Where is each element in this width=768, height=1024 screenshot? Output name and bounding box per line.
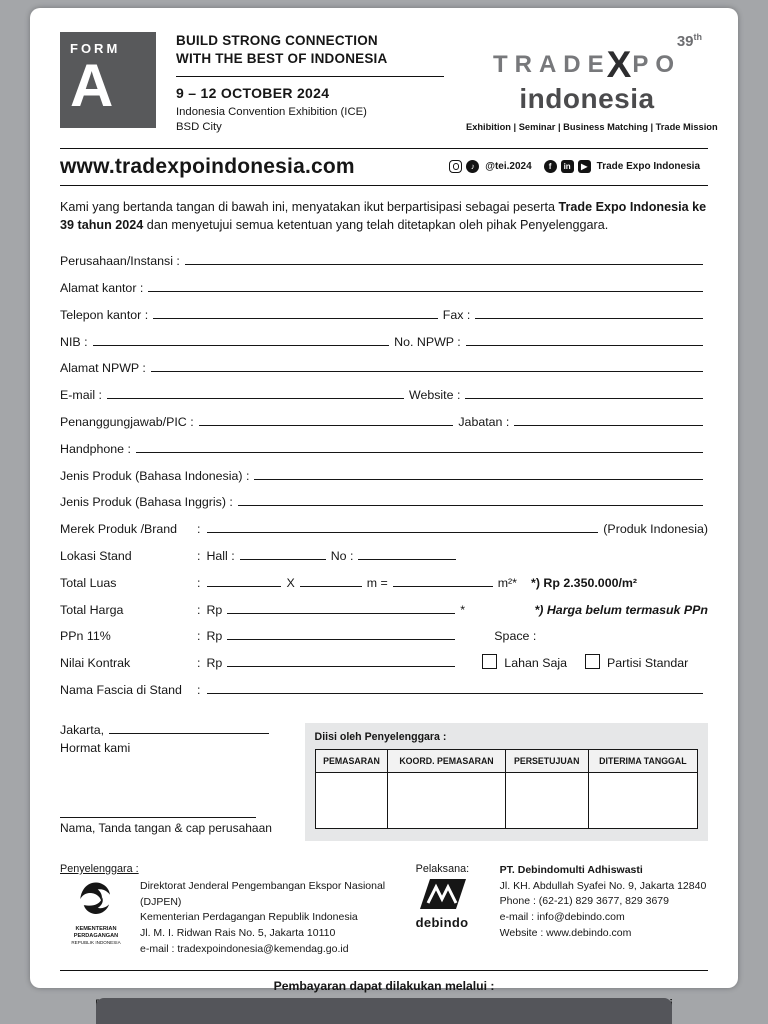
blank-line (238, 505, 703, 506)
payment-title: Pembayaran dapat dilakukan melalui : (273, 978, 495, 993)
edition-number: 39th (676, 32, 702, 50)
field-label: Penanggungjawab/PIC : (60, 414, 194, 429)
field-label: Alamat kantor : (60, 280, 144, 295)
tradexpo-logo (466, 44, 708, 86)
field-label: Fax : (442, 307, 471, 322)
blank-line (358, 559, 456, 560)
intro-paragraph: Kami yang bertanda tangan di bawah ini, menyatakan ikut berpartisipasi sebagai peserta Trade Expo Indonesia ke 39 tahun 2024 dan menyetujui semua ketentuan yang telah ditetapkan oleh pihak Penyelenggara. (60, 199, 707, 233)
field-label: PPn 11% (60, 629, 111, 644)
row-lokasi-stand: Lokasi Stand : Hall : No : (60, 536, 708, 563)
logo-indonesia: indonesia (519, 83, 655, 114)
tiktok-icon: ♪ (466, 160, 479, 173)
column-header: PERSETUJUAN (505, 749, 588, 772)
blank-line (227, 666, 455, 667)
row-ppn: PPn 11% : Rp Space : (60, 629, 537, 644)
form-badge-letter: A (70, 52, 114, 119)
blank-line (93, 345, 390, 346)
instagram-icon (449, 160, 462, 173)
asterisk: * (460, 602, 466, 617)
debindo-wordmark: debindo (415, 914, 469, 930)
checkbox-label: Lahan Saja (504, 656, 567, 671)
tagline-divider (176, 76, 444, 77)
blank-line (136, 452, 703, 453)
form-fields (60, 241, 708, 697)
row-nib-npwp (60, 322, 708, 349)
row-telepon-fax (60, 295, 708, 322)
debindo-logo-icon (416, 879, 466, 909)
blank-line (148, 291, 703, 292)
form-page (30, 8, 738, 993)
event-date: 9 – 12 OCTOBER 2024 (176, 85, 330, 102)
executor-details (500, 863, 707, 942)
blank-line (207, 532, 598, 533)
blank-line (227, 639, 455, 640)
bottom-section (60, 723, 708, 841)
field-label: Lokasi Stand (60, 548, 132, 563)
row-perusahaan (60, 241, 708, 268)
empty-cell (388, 772, 505, 828)
blank-line (393, 586, 493, 587)
field-label: NIB : (60, 334, 88, 349)
organizer-line: Jl. M. I. Ridwan Rais No. 5, Jakarta 10110 (140, 927, 336, 940)
blank-line (185, 264, 703, 265)
blank-line (151, 371, 703, 372)
empty-cell (588, 772, 697, 828)
organizer-block (60, 863, 416, 958)
organizer-line: e-mail : tradexpoindonesia@kemendag.go.id (140, 942, 349, 955)
row-jenis-produk-id (60, 456, 708, 483)
row-merek-produk: Merek Produk /Brand : (Produk Indonesia) (60, 522, 708, 537)
form-badge-word: FORM (70, 41, 121, 56)
website-url: www.tradexpoindonesia.com (60, 154, 355, 178)
row-total-harga: Total Harga : Rp * *) Harga belum termasuk PPn (60, 602, 708, 617)
checkbox-label: Partisi Standar (607, 656, 689, 671)
blank-line (514, 425, 703, 426)
blank-line (153, 318, 438, 319)
field-label: Handphone : (60, 441, 131, 456)
blank-line (207, 693, 703, 694)
space-label: Space : (494, 629, 537, 644)
row-pic-jabatan (60, 402, 708, 429)
website-bar-rule (60, 185, 708, 186)
date-row (60, 723, 274, 737)
organizer-executor-section (60, 863, 708, 958)
facebook-icon: f (544, 160, 557, 173)
field-label: Alamat NPWP : (60, 361, 146, 376)
column-header: KOORD. PEMASARAN (388, 749, 505, 772)
blank-line (107, 398, 404, 399)
row-fascia: Nama Fascia di Stand : (60, 670, 708, 697)
executor-block (416, 863, 708, 942)
row-jenis-produk-en (60, 483, 708, 510)
sqm-label: m²* (497, 575, 517, 590)
field-label: Merek Produk /Brand (60, 522, 178, 537)
kemendag-caption: KEMENTERIAN (75, 925, 117, 932)
field-label: No : (330, 548, 354, 563)
next-page-edge (96, 998, 672, 1024)
price-note: *) Rp 2.350.000/m² (531, 575, 638, 590)
logo-x: X (606, 44, 632, 85)
logo-trade: TRADE (492, 51, 611, 78)
signature-block (60, 723, 305, 835)
organizer-panel-title: Diisi oleh Penyelenggara : (314, 730, 447, 743)
intro-bold: Trade Expo Indonesia ke 39 tahun 2024 (60, 199, 707, 233)
venue-line1: Indonesia Convention Exhibition (ICE) (176, 106, 367, 119)
blank-line (300, 586, 362, 587)
option-lahan-saja (482, 654, 567, 670)
row-alamat-npwp (60, 349, 708, 376)
rp-label: Rp (206, 602, 223, 617)
organizer-line: Kementerian Perdagangan Republik Indonesia (140, 911, 358, 924)
option-partisi-standar (585, 654, 688, 670)
blank-line (227, 613, 455, 614)
executor-phone: Phone : (62-21) 829 3677, 829 3679 (499, 895, 669, 908)
kemendag-emblem-icon (74, 879, 118, 921)
linkedin-icon: in (561, 160, 574, 173)
executor-name: PT. Debindomulti Adhiswasti (499, 863, 643, 876)
city-label: Jakarta, (60, 722, 105, 737)
venue-line2: BSD City (176, 121, 222, 134)
checkbox-lahan-saja (482, 654, 497, 669)
rp-label: Rp (206, 656, 223, 671)
venue (176, 105, 444, 136)
blank-line (254, 479, 703, 480)
field-label: Total Luas (60, 575, 117, 590)
organizer-panel (305, 723, 708, 841)
blank-line (199, 425, 454, 426)
social-handle: @tei.2024 (485, 161, 532, 173)
row-email-website (60, 375, 708, 402)
row-handphone (60, 429, 708, 456)
field-label: Telepon kantor : (60, 307, 149, 322)
executor-label: Pelaksana: (415, 862, 470, 875)
checkbox-partisi-standar (585, 654, 600, 669)
field-label: Nilai Kontrak (60, 656, 131, 671)
tax-note: *) Harga belum termasuk PPn (534, 602, 708, 617)
website-bar (60, 149, 708, 185)
field-label: Hall : (206, 548, 235, 563)
meter-label: m = (366, 575, 388, 590)
row-nilai-kontrak: Nilai Kontrak : Rp Lahan Saja Partisi Standar (60, 656, 689, 671)
rp-label: Rp (206, 629, 223, 644)
empty-cell (315, 772, 388, 828)
empty-cell (505, 772, 588, 828)
organizer-label: Penyelenggara : (60, 862, 139, 875)
table-row (315, 772, 697, 828)
field-label: Jenis Produk (Bahasa Inggris) : (60, 495, 233, 510)
field-label: Nama Fascia di Stand (60, 682, 182, 697)
organizer-line: Direktorat Jenderal Pengembangan Ekspor Nasional (DJPEN) (140, 879, 386, 908)
header-middle (176, 32, 444, 136)
blank-line (240, 559, 326, 560)
signature-caption: Nama, Tanda tangan & cap perusahaan (60, 820, 272, 835)
signature-line (60, 817, 256, 818)
row-alamat-kantor (60, 268, 708, 295)
multiply-label: X (286, 575, 295, 590)
kemendag-logo (60, 879, 132, 947)
field-label: Jabatan : (458, 414, 510, 429)
executor-address: Jl. KH. Abdullah Syafei No. 9, Jakarta 12840 (499, 879, 707, 892)
field-label: Perusahaan/Instansi : (60, 254, 180, 269)
field-label: E-mail : (60, 388, 102, 403)
youtube-icon: ▶ (578, 160, 591, 173)
form-a-badge (60, 32, 156, 128)
executor-website: Website : www.debindo.com (499, 926, 632, 939)
field-note: (Produk Indonesia) (603, 522, 708, 537)
executor-email: e-mail : info@debindo.com (499, 911, 625, 924)
social-links (449, 160, 708, 173)
field-label: Jenis Produk (Bahasa Indonesia) : (60, 468, 250, 483)
column-header: DITERIMA TANGGAL (588, 749, 697, 772)
approval-table (315, 749, 698, 829)
column-header: PEMASARAN (315, 749, 388, 772)
brand-block (466, 32, 718, 132)
kemendag-caption: PERDAGANGAN (73, 933, 119, 940)
blank-line (109, 733, 269, 734)
header (60, 32, 718, 136)
organizer-details (140, 879, 416, 958)
social-name: Trade Expo Indonesia (596, 161, 700, 173)
field-label: Total Harga (60, 602, 124, 617)
blank-line (466, 345, 703, 346)
tagline-line2: WITH THE BEST OF INDONESIA (176, 50, 388, 66)
row-total-luas: Total Luas : X m = m²* *) Rp 2.350.000/m² (60, 575, 638, 590)
kemendag-caption: REPUBLIK INDONESIA (71, 940, 121, 946)
tagline-line1: BUILD STRONG CONNECTION (176, 33, 378, 48)
blank-line (475, 318, 703, 319)
tagline (176, 32, 444, 67)
field-label: No. NPWP : (394, 334, 461, 349)
blank-line (465, 398, 703, 399)
greeting: Hormat kami (60, 740, 131, 755)
event-types: Exhibition | Seminar | Business Matching | Trade Mission (466, 122, 718, 132)
logo-po: PO (632, 51, 682, 78)
blank-line (207, 586, 281, 587)
field-label: Website : (408, 388, 461, 403)
